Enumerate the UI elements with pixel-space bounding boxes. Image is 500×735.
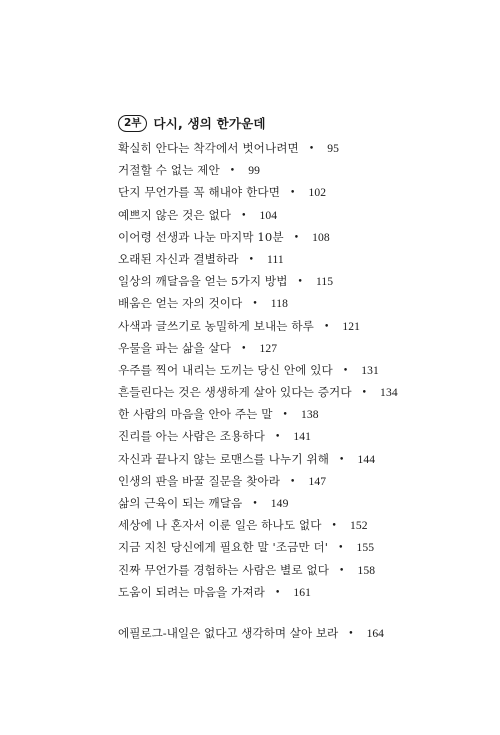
toc-entry-title: 인생의 판을 바꿀 질문을 찾아라 <box>118 473 281 488</box>
toc-entry <box>118 403 458 425</box>
bullet-separator: • <box>297 277 303 288</box>
part-badge: 2부 <box>118 115 147 132</box>
toc-entry-title: 우물을 파는 삶을 살다 <box>118 340 232 355</box>
toc-entry <box>118 292 458 314</box>
toc-entry-page: 115 <box>315 275 334 289</box>
toc-entry-page: 161 <box>293 585 312 599</box>
toc-entry-page: 95 <box>327 142 340 155</box>
bullet-separator: • <box>229 166 236 177</box>
toc-entry-page: 104 <box>259 208 278 222</box>
toc-entry <box>118 204 458 226</box>
bullet-separator: • <box>241 343 247 354</box>
toc-entry-page: 118 <box>270 297 289 311</box>
bullet-separator: • <box>248 254 254 265</box>
bullet-separator: • <box>290 476 296 487</box>
toc-entry <box>118 492 458 514</box>
toc-entry-title: 지금 지친 당신에게 필요한 말 '조금만 더' <box>118 540 329 555</box>
toc-entry-page: 141 <box>293 430 312 444</box>
toc-entry <box>118 425 458 447</box>
toc-entry-page: 144 <box>357 452 376 466</box>
toc-entry-title: 진짜 무언가를 경험하는 사람은 별로 없다 <box>118 562 330 577</box>
toc-entry-page: 131 <box>361 363 379 377</box>
toc-entry-title: 오래된 자신과 결별하라 <box>118 251 239 266</box>
bullet-separator: • <box>274 432 281 443</box>
toc-entry <box>118 536 458 558</box>
bullet-separator: • <box>274 587 281 598</box>
toc-entry-title: 흔들린다는 것은 생생하게 살아 있다는 증거다 <box>118 385 352 400</box>
bullet-separator: • <box>252 299 258 310</box>
toc-entry-page: 149 <box>270 497 289 510</box>
toc-entry <box>118 337 458 359</box>
toc-entry-title: 한 사람의 마음을 안아 주는 말 <box>118 407 273 422</box>
toc-entry-page: 147 <box>308 474 327 488</box>
toc-entry-title: 도움이 되려는 마음을 가져라 <box>118 584 265 599</box>
section-header <box>118 113 266 133</box>
toc-entry-page: 127 <box>259 341 278 355</box>
toc-entry-page: 158 <box>357 563 376 577</box>
section-title: 다시, 생의 한가운데 <box>153 116 266 131</box>
bullet-separator: • <box>339 454 345 465</box>
toc-entry <box>118 514 458 536</box>
toc-entry <box>118 581 458 603</box>
toc-entry-title: 확실히 안다는 착각에서 벗어나려면 <box>118 141 299 155</box>
bullet-separator: • <box>338 543 344 554</box>
toc-entry-page: 134 <box>380 386 398 400</box>
bullet-separator: • <box>348 629 354 639</box>
bullet-separator: • <box>308 144 315 154</box>
toc-entry-title: 세상에 나 혼자서 이룬 일은 하나도 없다 <box>118 518 322 533</box>
toc-list <box>118 137 458 603</box>
toc-entry-page: 138 <box>300 408 319 422</box>
bullet-separator: • <box>241 210 247 221</box>
toc-entry-page: 164 <box>366 627 384 640</box>
toc-entry-title: 사색과 글쓰기로 농밀하게 보내는 하루 <box>118 318 314 333</box>
toc-entry-title: 단지 무언가를 꼭 해내야 한다면 <box>118 185 281 200</box>
toc-entry-page: 111 <box>267 252 284 266</box>
toc-entry <box>118 559 458 581</box>
toc-entry-title: 배움은 얻는 자의 것이다 <box>118 296 243 311</box>
toc-entry-title: 우주를 찍어 내리는 도끼는 당신 안에 있다 <box>118 362 333 377</box>
toc-entry <box>118 359 458 381</box>
bullet-separator: • <box>282 410 288 421</box>
toc-entry-title: 거절할 수 없는 제안 <box>118 163 220 178</box>
bullet-separator: • <box>323 321 330 332</box>
bullet-separator: • <box>361 388 368 399</box>
toc-entry-title: 진리를 아는 사람은 조용하다 <box>118 429 265 444</box>
toc-entry-page: 121 <box>342 319 361 333</box>
toc-entry-page: 99 <box>248 164 260 178</box>
toc-entry <box>118 248 458 270</box>
toc-entry-page: 108 <box>312 230 330 244</box>
toc-entry-title: 에필로그-내일은 없다고 생각하며 살아 보라 <box>118 626 339 640</box>
toc-entry <box>118 226 458 248</box>
bullet-separator: • <box>342 365 349 376</box>
toc-entry <box>118 448 458 470</box>
toc-entry <box>118 137 458 159</box>
toc-entry-title: 일상의 깨달음을 얻는 5가지 방법 <box>118 274 288 289</box>
toc-entry-epilogue <box>118 622 384 644</box>
bullet-separator: • <box>331 521 337 532</box>
toc-entry-page: 102 <box>308 186 327 200</box>
toc-entry-page: 155 <box>356 541 375 555</box>
bullet-separator: • <box>290 188 296 199</box>
toc-entry <box>118 381 458 403</box>
toc-entry-page: 152 <box>349 519 368 533</box>
toc-entry-title: 삶의 근육이 되는 깨달음 <box>118 496 243 510</box>
toc-entry <box>118 159 458 181</box>
bullet-separator: • <box>293 232 300 243</box>
toc-entry <box>118 270 458 292</box>
toc-entry <box>118 315 458 337</box>
toc-entry <box>118 181 458 203</box>
toc-entry <box>118 470 458 492</box>
toc-entry-title: 자신과 끝나지 않는 로맨스를 나누기 위해 <box>118 451 330 466</box>
toc-entry-title: 예쁘지 않은 것은 없다 <box>118 207 232 222</box>
bullet-separator: • <box>252 499 258 509</box>
bullet-separator: • <box>339 565 345 576</box>
toc-entry-title: 이어령 선생과 나눈 마지막 10분 <box>118 229 284 244</box>
